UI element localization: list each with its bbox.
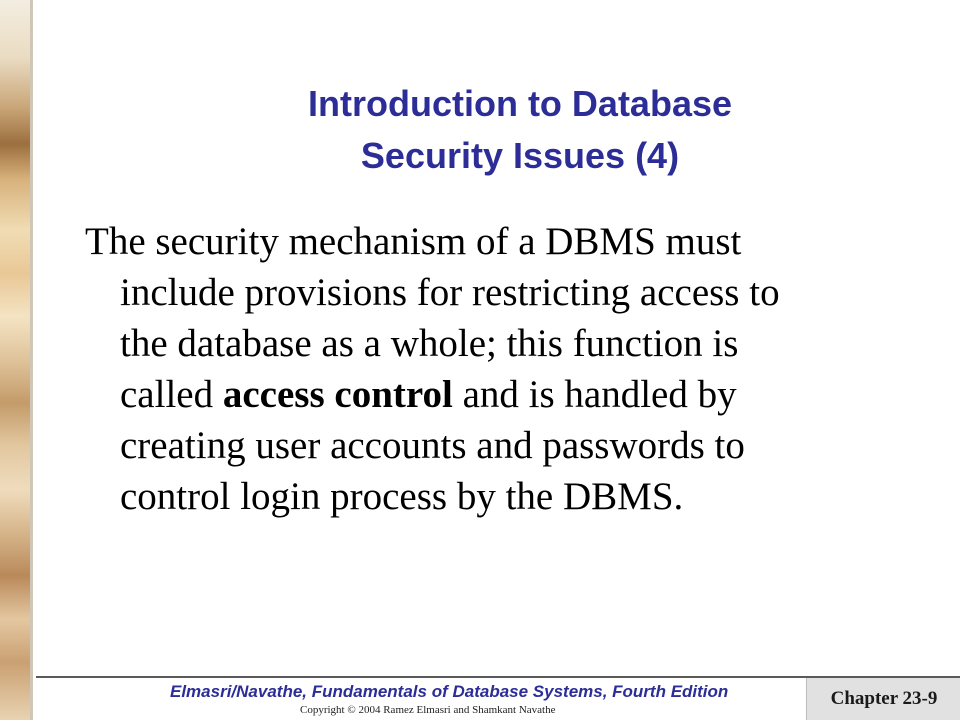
chapter-label-box <box>806 678 960 720</box>
body-text-part-1: The security mechanism of a DBMS must include provisions for restricting access to the database as a whole; this function is called <box>85 220 780 416</box>
slide-title-line-1: Introduction to Database <box>307 83 733 124</box>
chapter-label: Chapter 23-9 <box>830 688 938 709</box>
slide-body <box>85 216 825 522</box>
body-text-part-2: and is handled by creating user accounts and passwords to control login process by the DBMS. <box>120 373 745 518</box>
footer-book-title: Elmasri/Navathe, Fundamentals of Database Systems, Fourth Edition <box>170 682 729 701</box>
decorative-sand-strip <box>0 0 33 720</box>
body-text-bold-term: access control <box>222 373 453 416</box>
slide-title <box>40 78 960 182</box>
slide-title-line-2: Security Issues (4) <box>360 135 680 176</box>
footer-copyright: Copyright © 2004 Ramez Elmasri and Shamkant Navathe <box>300 704 556 716</box>
body-paragraph <box>85 216 825 522</box>
